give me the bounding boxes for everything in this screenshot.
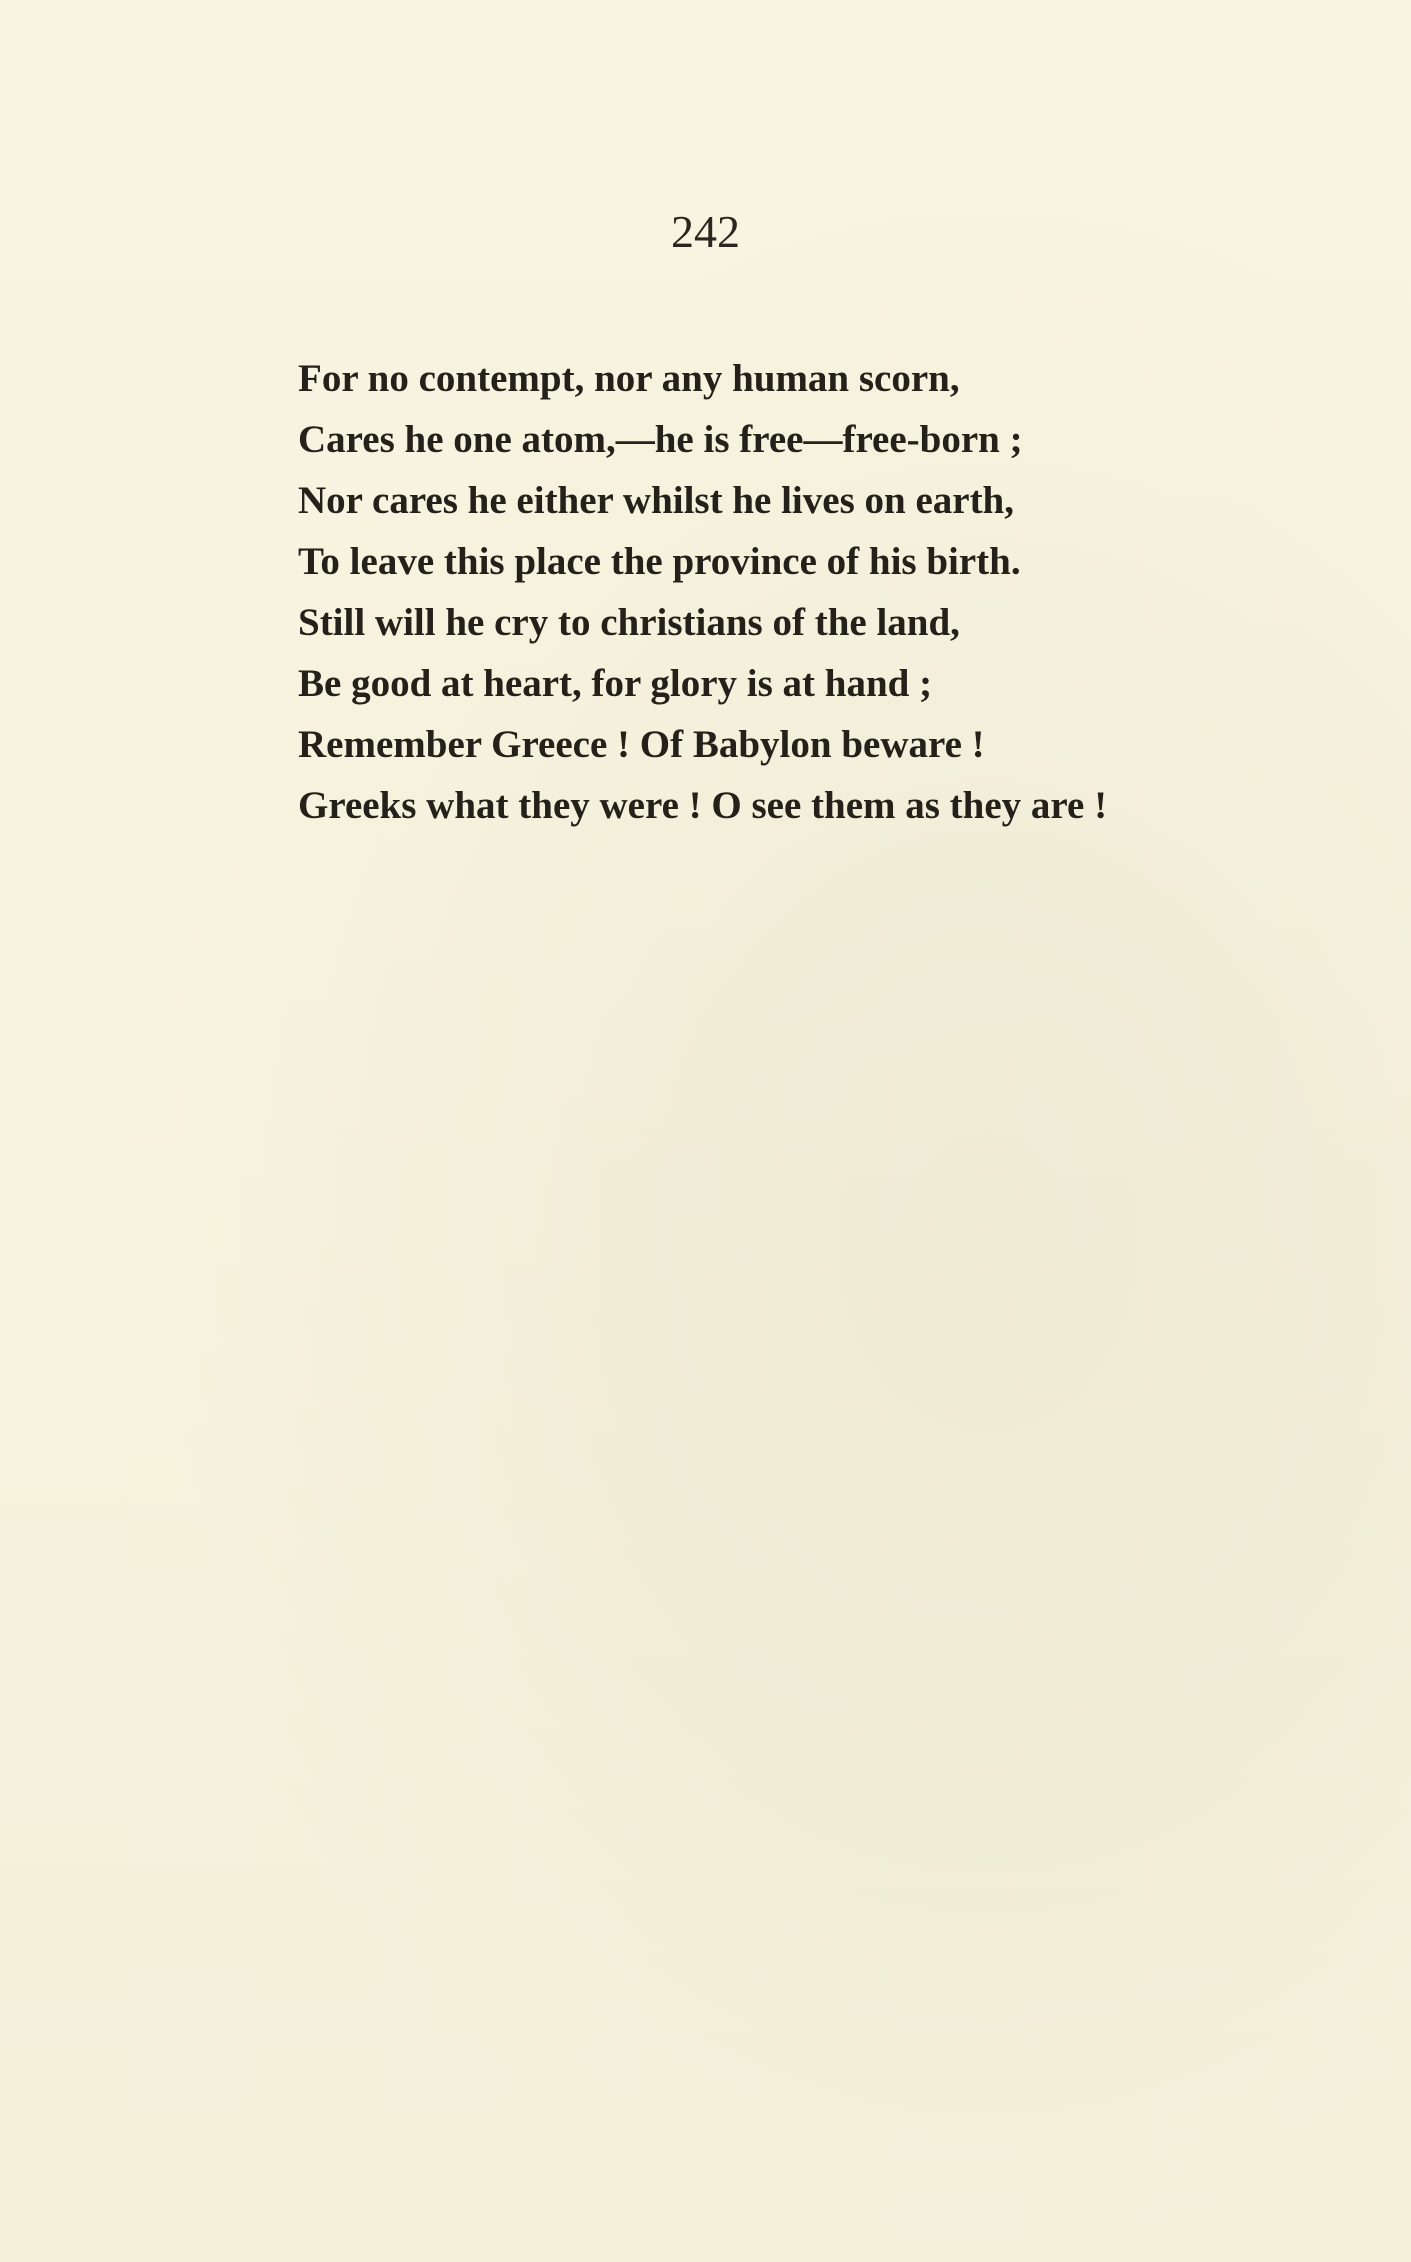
poem-line: Cares he one atom,—he is free—free-born ; xyxy=(298,418,1023,461)
poem-line: Be good at heart, for glory is at hand ; xyxy=(298,662,933,705)
poem-line: For no contempt, nor any human scorn, xyxy=(298,357,960,400)
page-number: 242 xyxy=(671,206,740,257)
poem-stanza xyxy=(298,348,1298,836)
poem-line: Nor cares he either whilst he lives on earth, xyxy=(298,479,1014,522)
poem-line: Greeks what they were ! O see them as they are ! xyxy=(298,784,1108,827)
poem-line: Remember Greece ! Of Babylon beware ! xyxy=(298,723,985,766)
poem-line: To leave this place the province of his birth. xyxy=(298,540,1021,583)
poem-line: Still will he cry to christians of the land, xyxy=(298,601,960,644)
